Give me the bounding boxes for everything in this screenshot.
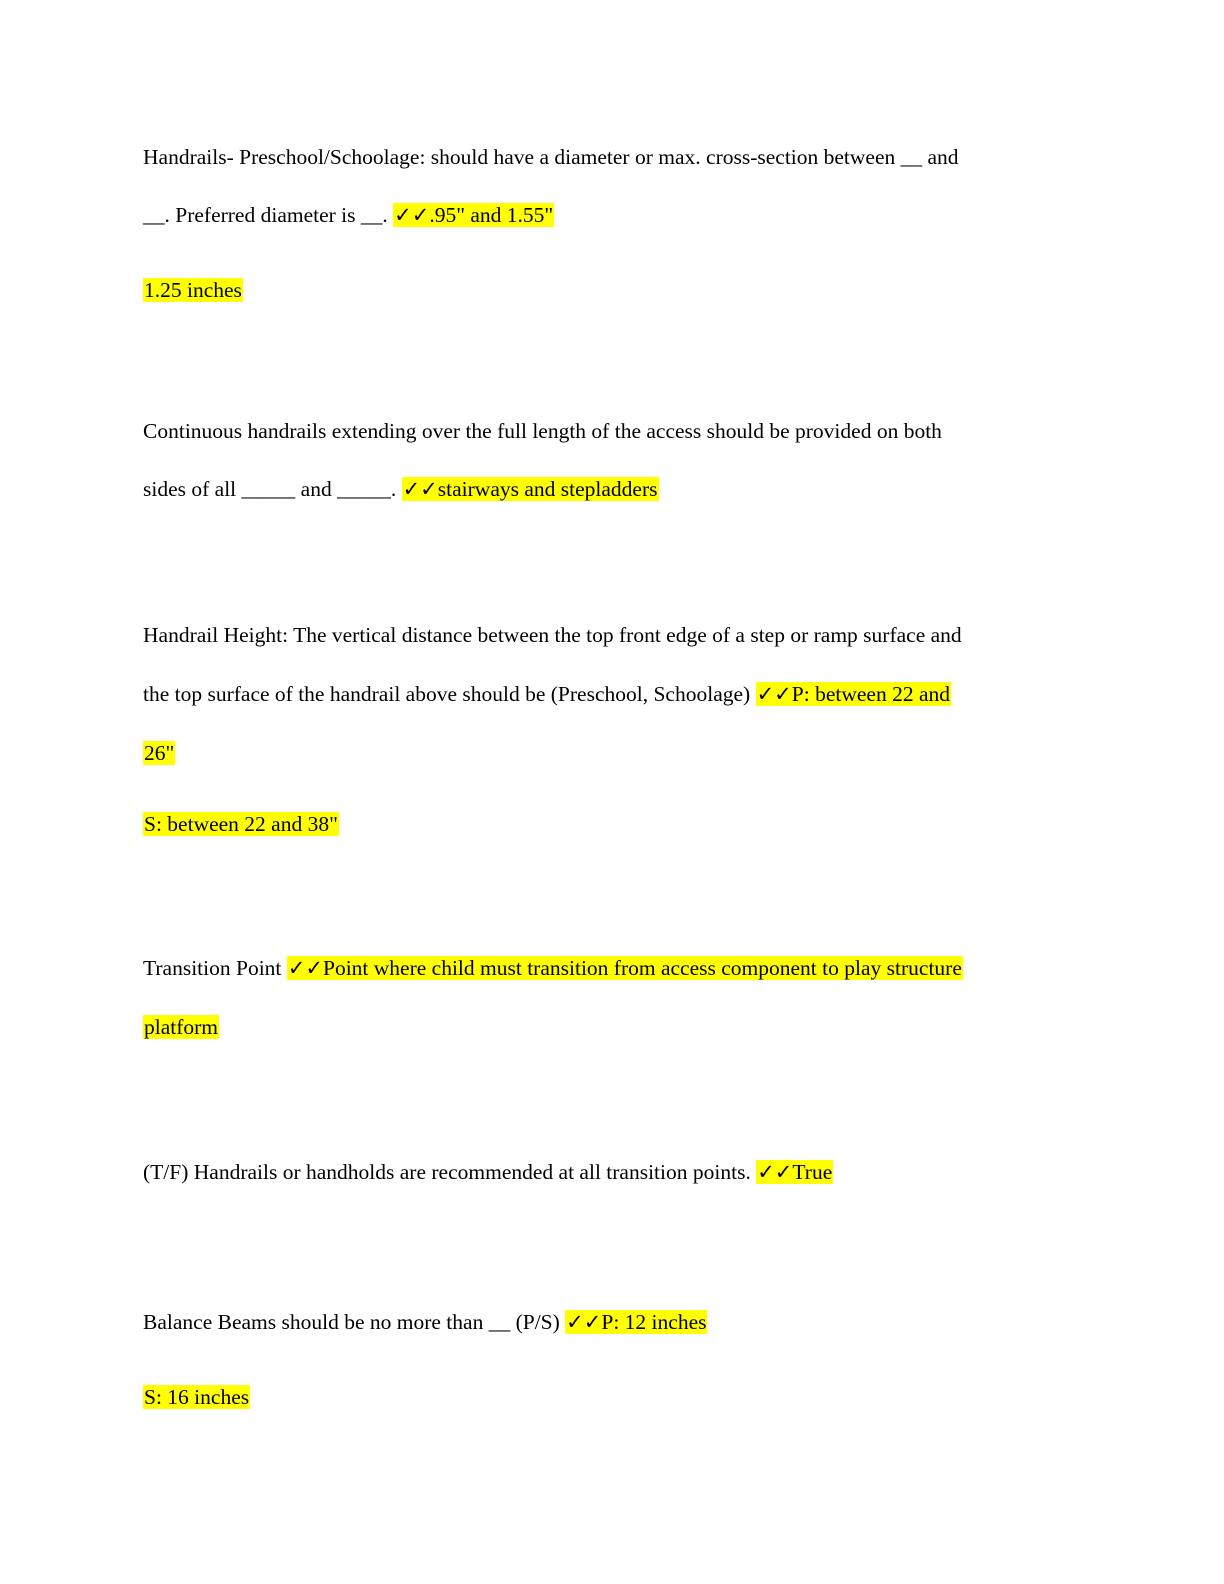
answer-highlight [287,956,963,980]
answer-line [143,737,175,769]
answer-highlight [402,477,659,501]
answer-line [143,1381,250,1413]
answer-line [143,808,339,840]
answer-text: P: 12 inches [601,1310,707,1334]
question-text: (T/F) Handrails or handholds are recommended at all transition points. [143,1160,757,1184]
check-mark-icon: ✓✓ [287,956,323,980]
answer-text: 1.25 inches [144,278,242,302]
question-line [143,678,951,710]
answer-text: .95" and 1.55" [429,203,554,227]
check-mark-icon: ✓✓ [402,477,438,501]
question-line: Handrail Height: The vertical distance between the top front edge of a step or ramp surface and [143,623,962,647]
check-mark-icon: ✓✓ [566,1310,602,1334]
question-text: Transition Point [143,956,287,980]
question-line: Continuous handrails extending over the full length of the access should be provided on both [143,419,942,443]
question-line [143,952,963,984]
answer-line [143,1011,219,1043]
question-text: __. Preferred diameter is __. [143,203,394,227]
question-text: Balance Beams should be no more than __ (P/S) [143,1310,566,1334]
question-line [143,1156,833,1188]
answer-text: stairways and stepladders [437,477,658,501]
check-mark-icon: ✓✓ [756,682,792,706]
answer-line [143,274,243,306]
answer-text: Point where child must transition from access component to play structure [322,956,962,980]
answer-text: S: between 22 and 38" [144,812,338,836]
answer-text: True [792,1160,833,1184]
check-mark-icon: ✓✓ [757,1160,793,1184]
question-text: sides of all _____ and _____. [143,477,402,501]
answer-highlight [756,1160,833,1184]
answer-text: S: 16 inches [144,1385,250,1409]
check-mark-icon: ✓✓ [394,203,430,227]
question-text: the top surface of the handrail above should be (Preschool, Schoolage) [143,682,756,706]
question-line [143,199,554,231]
question-line [143,473,659,505]
answer-text: 26" [144,741,175,765]
question-line: Handrails- Preschool/Schoolage: should have a diameter or max. cross-section between __ and [143,145,959,169]
answer-highlight [756,682,951,706]
answer-highlight [565,1310,707,1334]
answer-highlight [393,203,554,227]
answer-text: platform [144,1015,219,1039]
question-line [143,1306,707,1338]
answer-text: P: between 22 and [791,682,950,706]
